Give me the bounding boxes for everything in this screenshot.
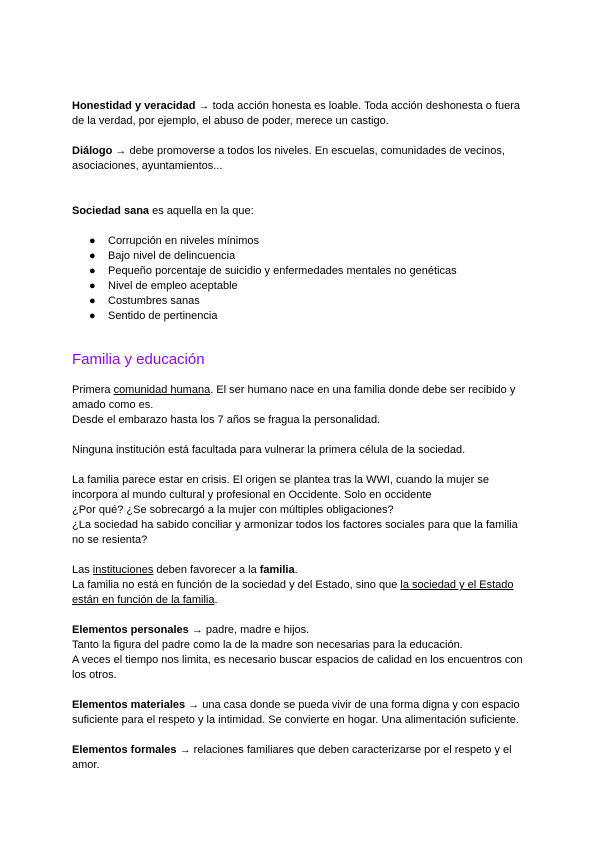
text-segment: deben favorecer a la bbox=[153, 564, 260, 576]
paragraph-por-que: ¿Por qué? ¿Se sobrecargó a la mujer con múltiples obligaciones? bbox=[72, 504, 394, 516]
paragraph-conciliar: ¿La sociedad ha sabido conciliar y armonizar todos los factores sociales para que la familia no se resienta? bbox=[72, 519, 518, 546]
paragraph-elementos-materiales bbox=[72, 698, 532, 728]
term-sociedad-sana: Sociedad sana bbox=[72, 205, 150, 217]
text-segment: . bbox=[214, 594, 218, 606]
list-item-text: Nivel de empleo aceptable bbox=[108, 280, 238, 292]
paragraph-personalidad: Desde el embarazo hasta los 7 años se fragua la personalidad. bbox=[72, 414, 381, 426]
list-item bbox=[72, 264, 532, 279]
paragraph-instituciones bbox=[72, 563, 532, 578]
paragraph-elementos-personales bbox=[72, 623, 532, 638]
bullet-icon: ● bbox=[89, 295, 96, 307]
bold-text: familia bbox=[259, 564, 295, 576]
paragraph-sociedad-sana bbox=[72, 204, 532, 219]
text-segment: La familia no está en función de la sociedad y del Estado, sino que bbox=[72, 579, 401, 591]
list-item-text: Costumbres sanas bbox=[108, 295, 200, 307]
term-elementos-materiales: Elementos materiales bbox=[72, 699, 186, 711]
paragraph-elementos-formales bbox=[72, 743, 532, 773]
bullet-icon: ● bbox=[89, 265, 96, 277]
paragraph-primera-comunidad bbox=[72, 383, 532, 413]
text-segment: Las bbox=[72, 564, 93, 576]
paragraph-figura-padre-madre: Tanto la figura del padre como la de la madre son necesarias para la educación. bbox=[72, 639, 463, 651]
bullet-icon: ● bbox=[89, 280, 96, 292]
text-segment: Primera bbox=[72, 384, 114, 396]
list-item-text: Bajo nivel de delincuencia bbox=[108, 250, 236, 262]
text-dialogo: → debe promoverse a todos los niveles. En escuelas, comunidades de vecinos, asociaciones, ayuntamientos... bbox=[72, 145, 505, 172]
bullet-list bbox=[72, 234, 532, 324]
list-item-text: Pequeño porcentaje de suicidio y enfermedades mentales no genéticas bbox=[108, 265, 457, 277]
list-item-text: Corrupción en niveles mínimos bbox=[108, 235, 260, 247]
bullet-icon: ● bbox=[89, 310, 96, 322]
underlined-text: instituciones bbox=[92, 564, 154, 576]
bullet-icon: ● bbox=[89, 235, 96, 247]
list-item bbox=[72, 234, 532, 249]
text-sociedad-sana: es aquella en la que: bbox=[149, 205, 254, 217]
text-segment: . El ser humano nace en una familia donde debe ser recibido y amado como es. bbox=[72, 384, 516, 411]
paragraph-ninguna-institucion: Ninguna institución está facultada para vulnerar la primera célula de la sociedad. bbox=[72, 444, 466, 456]
paragraph-honestidad bbox=[72, 99, 532, 129]
text-segment: → padre, madre e hijos. bbox=[188, 624, 310, 636]
text-segment: . bbox=[294, 564, 298, 576]
term-elementos-personales: Elementos personales bbox=[72, 624, 189, 636]
term-elementos-formales: Elementos formales bbox=[72, 744, 177, 756]
list-item bbox=[72, 309, 532, 324]
list-item-text: Sentido de pertinencia bbox=[108, 310, 218, 322]
paragraph-funcion-familia bbox=[72, 578, 532, 608]
underlined-text: la sociedad y el Estado están en función de la familia bbox=[72, 579, 514, 606]
list-item bbox=[72, 294, 532, 309]
underlined-text: comunidad humana bbox=[113, 384, 211, 396]
paragraph-tiempo: A veces el tiempo nos limita, es necesario buscar espacios de calidad en los encuentros con los otros. bbox=[72, 654, 523, 681]
paragraph-crisis: La familia parece estar en crisis. El origen se plantea tras la WWI, cuando la mujer se incorpora al mundo cultural y profesional en Occidente. Solo en occidente bbox=[72, 474, 489, 501]
list-item bbox=[72, 249, 532, 264]
text-segment: → una casa donde se pueda vivir de una forma digna y con espacio suficiente para el respeto y la intimidad. Se convierte en hogar. Una alimentación suficiente. bbox=[72, 699, 520, 726]
term-honestidad: Honestidad y veracidad bbox=[72, 100, 196, 112]
list-item bbox=[72, 279, 532, 294]
bullet-icon: ● bbox=[89, 250, 96, 262]
text-honestidad: → toda acción honesta es loable. Toda acción deshonesta o fuera de la verdad, por ejemplo, el abuso de poder, merece un castigo. bbox=[72, 100, 521, 127]
paragraph-dialogo bbox=[72, 144, 532, 174]
section-heading: Familia y educación bbox=[72, 351, 205, 368]
document-content bbox=[72, 99, 532, 773]
text-segment: → relaciones familiares que deben caracterizarse por el respeto y el amor. bbox=[72, 744, 512, 771]
term-dialogo: Diálogo bbox=[72, 145, 113, 157]
